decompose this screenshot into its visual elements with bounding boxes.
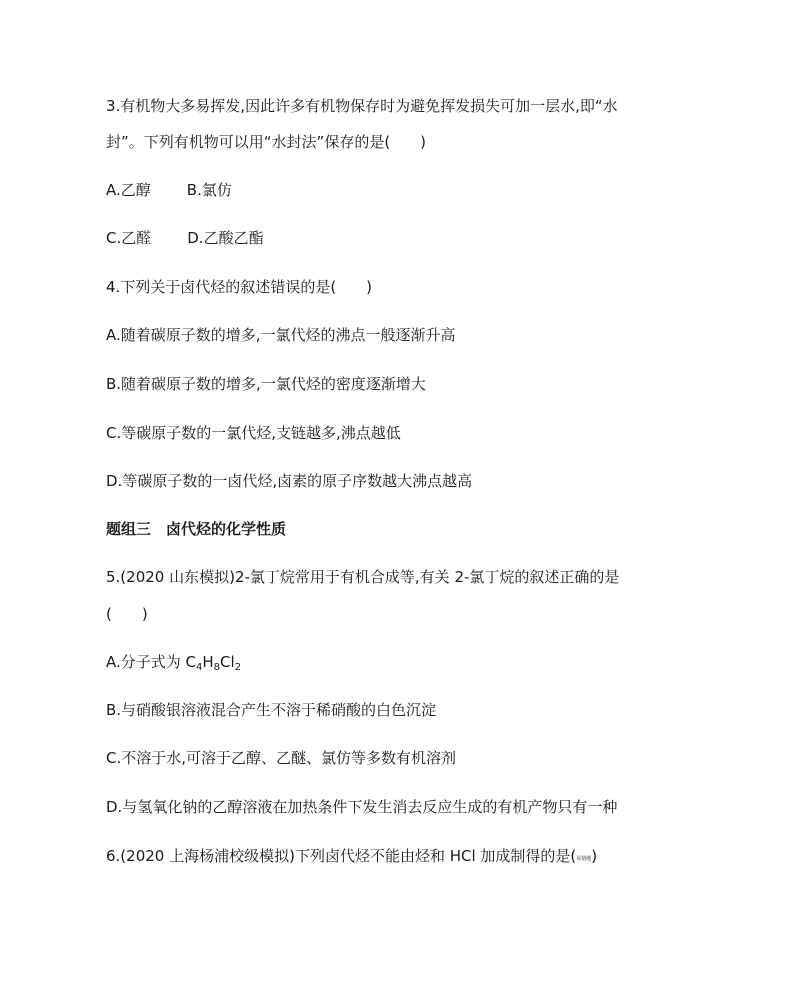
section-title: 题组三 卤代烃的化学性质: [106, 520, 287, 538]
q4-stem: 4.下列关于卤代烃的叙述错误的是( ): [106, 278, 373, 296]
q6-stem: 6.(2020 上海杨浦校级模拟)下列卤代烃不能由烃和 HCl 加成制得的是(易错题): [106, 847, 598, 865]
q5-option-a: A.分子式为 $C_4H_8Cl_2$: [106, 653, 242, 673]
q5-paren: ( ): [106, 605, 148, 623]
q4-option-c: C.等碳原子数的一氯代烃,支链越多,沸点越低: [106, 424, 401, 442]
q3-options-ab: [106, 180, 232, 200]
q4-option-d: D.等碳原子数的一卤代烃,卤素的原子序数越大沸点越高: [106, 472, 473, 490]
q5-option-c: C.不溶于水,可溶于乙醇、乙醚、氯仿等多数有机溶剂: [106, 749, 457, 767]
q3-option-a: A.乙醇: [106, 181, 151, 199]
q4-option-b: B.随着碳原子数的增多,一氯代烃的密度逐渐增大: [106, 375, 426, 393]
q5-option-b: B.与硝酸银溶液混合产生不溶于稀硝酸的白色沉淀: [106, 701, 437, 719]
q6-tag: 易错题: [576, 856, 592, 862]
q3-stem-line2: 封”。下列有机物可以用“水封法”保存的是( ): [106, 133, 427, 151]
q3-option-c: C.乙醛: [106, 229, 152, 247]
q4-option-a: A.随着碳原子数的增多,一氯代烃的沸点一般逐渐升高: [106, 326, 456, 344]
q5-stem: 5.(2020 山东模拟)2-氯丁烷常用于有机合成等,有关 2-氯丁烷的叙述正确的是: [106, 568, 620, 586]
q3-options-cd: [106, 228, 264, 248]
q3-option-d: D.乙酸乙酯: [187, 229, 264, 247]
q3-option-b: B.氯仿: [186, 181, 232, 199]
q3-stem-line1: 3.有机物大多易挥发,因此许多有机物保存时为避免挥发损失可加一层水,即“水: [106, 97, 618, 115]
q5-option-d: D.与氢氧化钠的乙醇溶液在加热条件下发生消去反应生成的有机产物只有一种: [106, 798, 618, 816]
